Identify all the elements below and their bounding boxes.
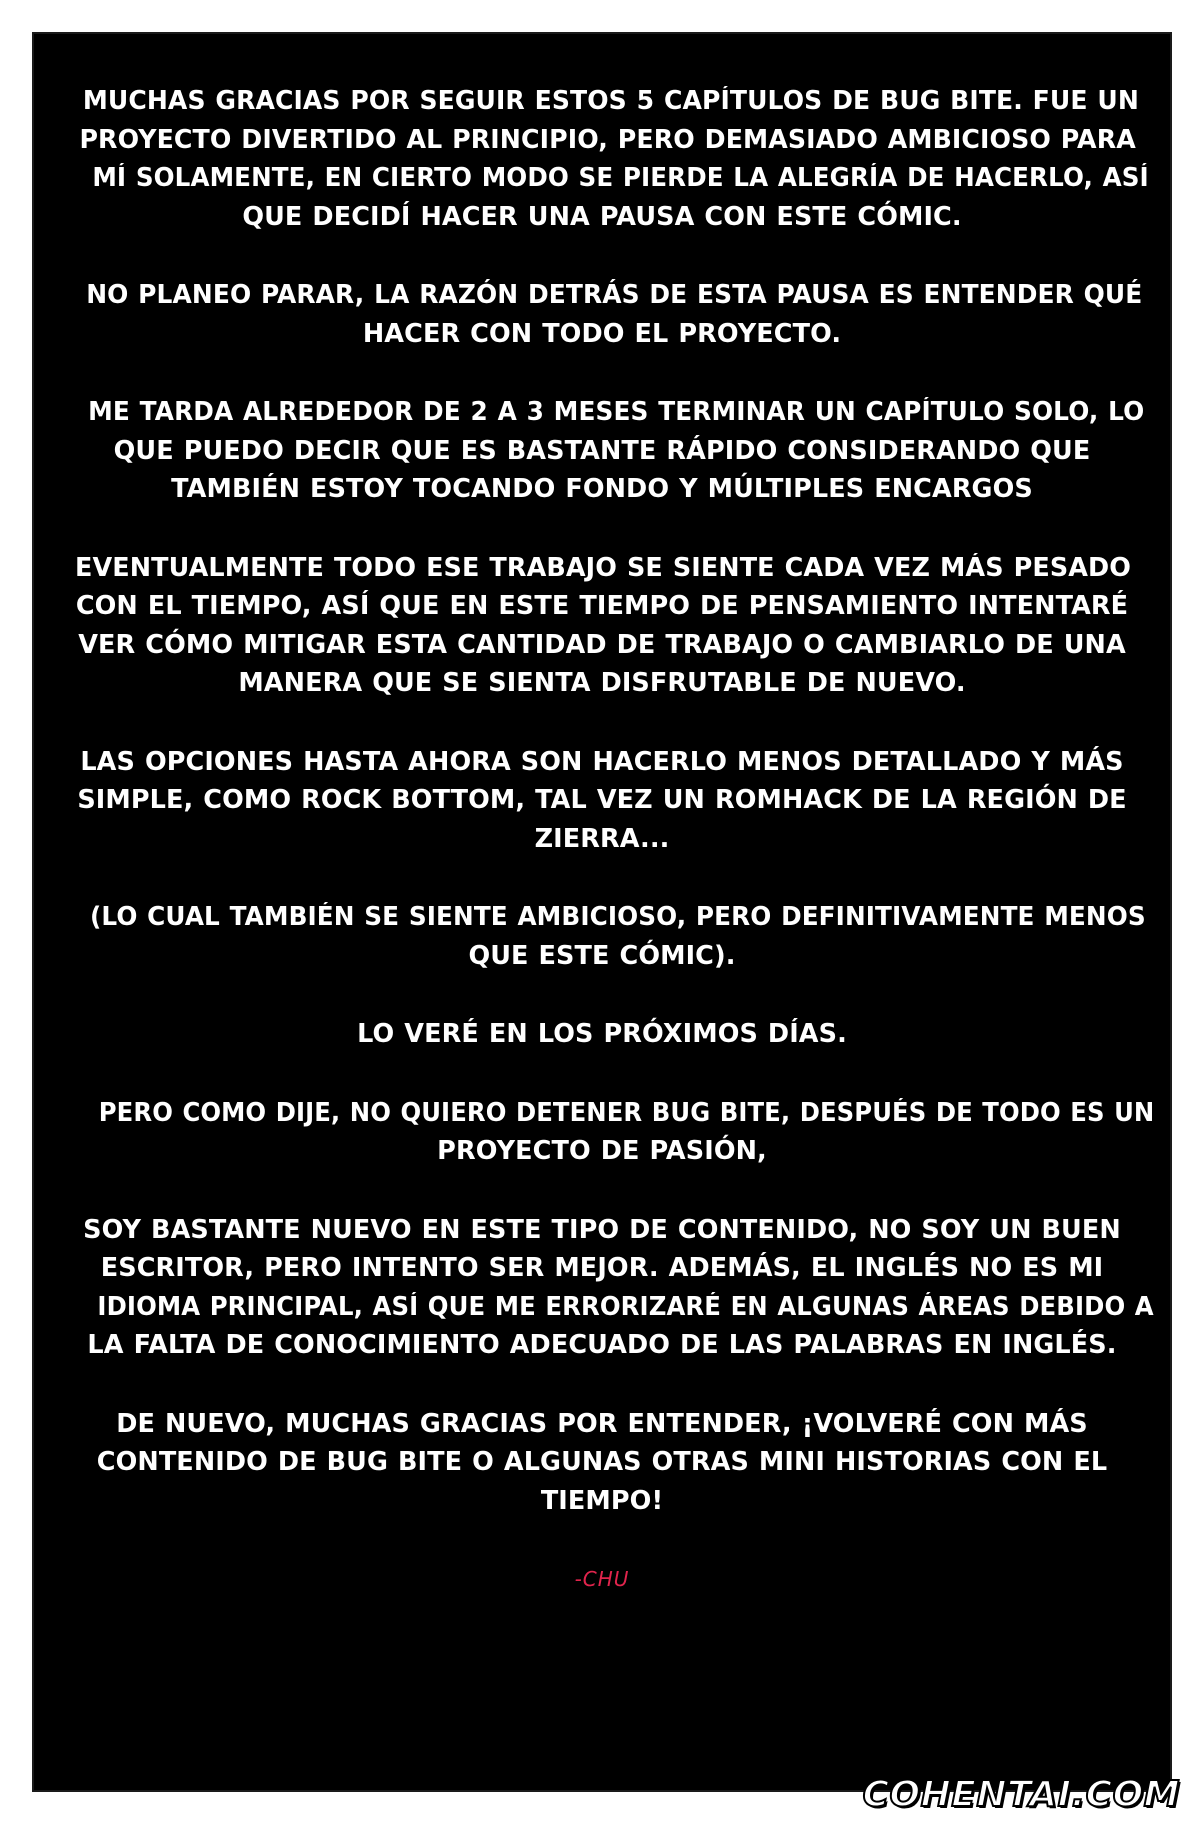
paragraph-line: MANERA QUE SE SIENTA DISFRUTABLE DE NUEVO. xyxy=(238,668,966,698)
paragraph-line: (LO CUAL TAMBIÉN SE SIENTE AMBICIOSO, PERO DEFINITIVAMENTE MENOS xyxy=(90,902,1146,932)
paragraph-5 xyxy=(74,743,1130,859)
paragraph-line: ESCRITOR, PERO INTENTO SER MEJOR. ADEMÁS, EL INGLÉS NO ES MI xyxy=(100,1253,1104,1283)
paragraph-line: EVENTUALMENTE TODO ESE TRABAJO SE SIENTE CADA VEZ MÁS PESADO xyxy=(74,552,1132,583)
paragraph-line: ME TARDA ALREDEDOR DE 2 A 3 MESES TERMINAR UN CAPÍTULO SOLO, LO xyxy=(88,397,1145,427)
paragraph-line: MUCHAS GRACIAS POR SEGUIR ESTOS 5 CAPÍTULOS DE BUG BITE. FUE UN xyxy=(82,86,1139,116)
paragraph-line: LAS OPCIONES HASTA AHORA SON HACERLO MENOS DETALLADO Y MÁS xyxy=(80,746,1124,777)
paragraph-7 xyxy=(74,1015,1130,1054)
paragraph-line: TAMBIÉN ESTOY TOCANDO FONDO Y MÚLTIPLES ENCARGOS xyxy=(171,474,1033,504)
paragraph-2 xyxy=(74,276,1143,353)
paragraph-8 xyxy=(74,1094,1155,1171)
letter-body xyxy=(74,82,1155,1599)
paragraph-line: PERO COMO DIJE, NO QUIERO DETENER BUG BITE, DESPUÉS DE TODO ES UN xyxy=(98,1097,1155,1128)
paragraph-line: CONTENIDO DE BUG BITE O ALGUNAS OTRAS MINI HISTORIAS CON EL xyxy=(96,1447,1108,1477)
paragraph-line: SIMPLE, COMO ROCK BOTTOM, TAL VEZ UN ROMHACK DE LA REGIÓN DE xyxy=(77,785,1127,815)
paragraph-3 xyxy=(74,393,1145,509)
paragraph-line: SOY BASTANTE NUEVO EN ESTE TIPO DE CONTENIDO, NO SOY UN BUEN xyxy=(83,1214,1121,1245)
letter-panel xyxy=(32,32,1172,1792)
paragraph-line: LA FALTA DE CONOCIMIENTO ADECUADO DE LAS PALABRAS EN INGLÉS. xyxy=(87,1330,1117,1360)
paragraph-line: PROYECTO DE PASIÓN, xyxy=(437,1136,767,1166)
paragraph-1 xyxy=(74,82,1149,236)
paragraph-line: VER CÓMO MITIGAR ESTA CANTIDAD DE TRABAJO O CAMBIARLO DE UNA xyxy=(78,629,1126,660)
paragraph-6 xyxy=(74,898,1146,975)
paragraph-line: TIEMPO! xyxy=(540,1485,664,1516)
paragraph-line: ZIERRA... xyxy=(534,823,670,854)
paragraph-line: PROYECTO DIVERTIDO AL PRINCIPIO, PERO DEMASIADO AMBICIOSO PARA xyxy=(79,124,1136,155)
paragraph-line: QUE ESTE CÓMIC). xyxy=(468,940,736,971)
paragraph-line: NO PLANEO PARAR, LA RAZÓN DETRÁS DE ESTA PAUSA ES ENTENDER QUÉ xyxy=(86,280,1143,310)
paragraph-9 xyxy=(74,1211,1154,1365)
paragraph-line: CON EL TIEMPO, ASÍ QUE EN ESTE TIEMPO DE PENSAMIENTO INTENTARÉ xyxy=(75,591,1129,621)
site-watermark: COHENTAI.COM xyxy=(862,1774,1180,1815)
paragraph-line: QUE DECIDÍ HACER UNA PAUSA CON ESTE CÓMIC. xyxy=(242,201,962,232)
paragraph-line: HACER CON TODO EL PROYECTO. xyxy=(362,318,842,349)
paragraph-line: MÍ SOLAMENTE, EN CIERTO MODO SE PIERDE LA ALEGRÍA DE HACERLO, ASÍ xyxy=(92,163,1149,193)
paragraph-line: LO VERÉ EN LOS PRÓXIMOS DÍAS. xyxy=(357,1019,847,1049)
paragraph-10 xyxy=(74,1405,1130,1521)
paragraph-4 xyxy=(74,549,1130,703)
author-signature: -CHU xyxy=(574,1567,630,1591)
paragraph-line: QUE PUEDO DECIR QUE ES BASTANTE RÁPIDO CONSIDERANDO QUE xyxy=(113,435,1091,466)
paragraph-line: DE NUEVO, MUCHAS GRACIAS POR ENTENDER, ¡VOLVERÉ CON MÁS xyxy=(116,1408,1088,1439)
paragraph-line: IDIOMA PRINCIPAL, ASÍ QUE ME ERRORIZARÉ EN ALGUNAS ÁREAS DEBIDO A xyxy=(97,1291,1154,1322)
